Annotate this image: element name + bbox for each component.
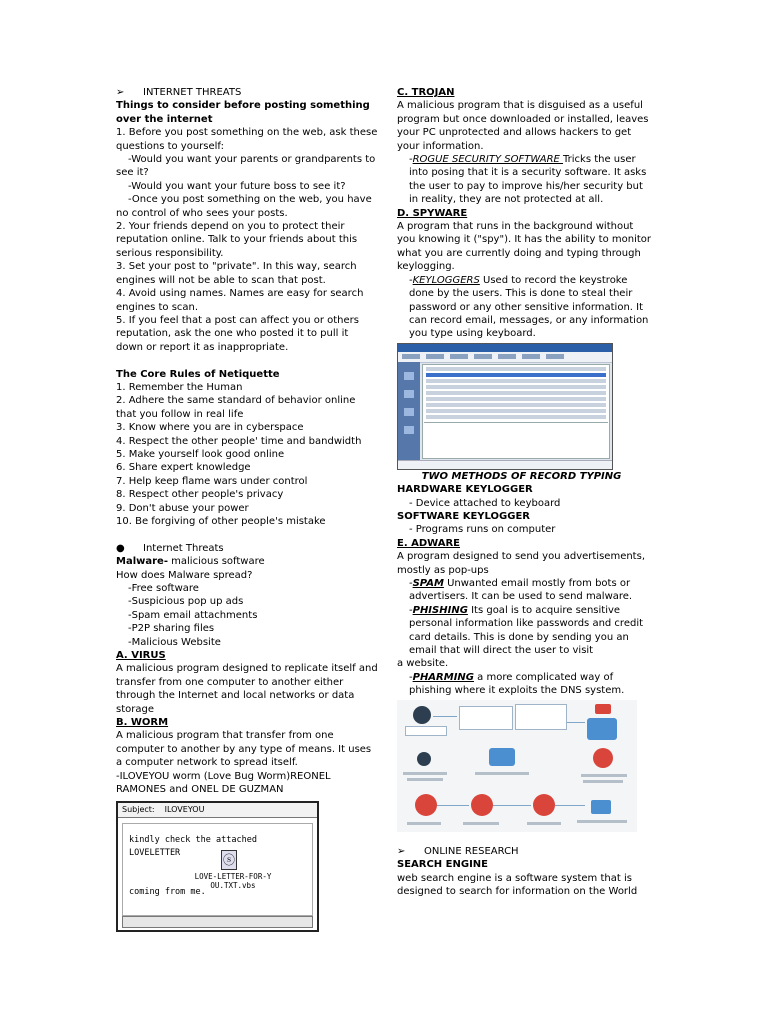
virus-heading: A. VIRUS xyxy=(116,650,166,662)
paragraph: web search engine is a software system that is designed to search for information on the World xyxy=(397,872,638,898)
section-heading: ➢ INTERNET THREATS xyxy=(116,87,242,98)
list-item: 9. Don't abuse your power xyxy=(116,502,249,514)
rules-heading: The Core Rules of Netiquette xyxy=(116,368,280,380)
image-caption: TWO METHODS OF RECORD TYPING xyxy=(421,470,622,482)
list-item: -Free software xyxy=(128,583,199,594)
script-file-icon: ⓢ xyxy=(221,850,237,870)
paragraph: -ROGUE SECURITY SOFTWARE Tricks the user into posing that it is a security software. It asks the user to pay to improve his/her security but in reality, they are not protected at all. xyxy=(409,154,647,206)
paragraph: 3. Set your post to "private". In this way, search engines will not be able to scan that post. xyxy=(116,261,357,286)
list-item: -Suspicious pop up ads xyxy=(128,596,244,608)
paragraph: A malicious program that transfer from one computer to another by any type of means. It uses a computer network to spread itself. xyxy=(116,730,372,769)
arrow-bullet-icon: ➢ xyxy=(116,87,125,98)
subheading: SOFTWARE KEYLOGGER xyxy=(397,510,530,522)
email-line: kindly check the attached LOVELETTER xyxy=(129,834,257,858)
paragraph: 1. Before you post something on the web, ask these questions to yourself: xyxy=(116,127,378,152)
paragraph: -PHARMING a more complicated way of phishing where it exploits the DNS system. xyxy=(409,671,625,697)
scrollbar xyxy=(122,916,313,928)
list-item: 10. Be forgiving of other people's mistake xyxy=(116,515,326,527)
left-column xyxy=(116,86,378,932)
email-body xyxy=(122,823,313,916)
attachment-name: LOVE-LETTER-FOR-Y OU.TXT.vbs xyxy=(194,871,272,890)
paragraph: - Programs runs on computer xyxy=(409,524,556,536)
paragraph: 2. Your friends depend on you to protect their reputation online. Talk to your friends about this serious responsibility. xyxy=(116,221,358,259)
list-item: 6. Share expert knowledge xyxy=(116,462,251,474)
list-item: -Spam email attachments xyxy=(128,609,258,621)
question: -Would you want your future boss to see it? xyxy=(128,180,346,192)
paragraph: - Device attached to keyboard xyxy=(409,497,561,509)
paragraph: 5. If you feel that a post can affect you or others reputation, ask the one who posted it to pull it down or report it as inappropriate. xyxy=(116,314,359,353)
list-item: 3. Know where you are in cyberspace xyxy=(116,422,304,434)
paragraph: 4. Avoid using names. Names are easy for search engines to scan. xyxy=(116,288,364,313)
paragraph: A malicious program designed to replicate itself and transfer from one computer to another either through the Internet and local networks or data storage xyxy=(116,663,378,715)
section-heading: ➢ ONLINE RESEARCH xyxy=(397,846,519,858)
question-cont: no control of who sees your posts. xyxy=(116,207,288,219)
trojan-heading: C. TROJAN xyxy=(397,87,455,98)
list-item: 2. Adhere the same standard of behavior online that you follow in real life xyxy=(116,395,356,420)
rules-list xyxy=(116,381,378,528)
paragraph: -ILOVEYOU worm (Love Bug Worm)REONEL RAMONES and ONEL DE GUZMAN xyxy=(116,770,331,796)
paragraph: -KEYLOGGERS Used to record the keystroke done by the users. This is done to steal their password or any other sensitive information. It can record email, messages, or any information you type using keyboard. xyxy=(409,274,649,340)
subheading: Things to consider before posting something over the internet xyxy=(116,100,370,125)
adware-heading: E. ADWARE xyxy=(397,537,461,549)
list-item: 7. Help keep flame wars under control xyxy=(116,475,308,487)
paragraph: A malicious program that is disguised as a useful program but once downloaded or installed, leaves your PC unprotected and allows hackers to get your information. xyxy=(397,100,649,152)
question-cont: see it? xyxy=(116,167,149,179)
email-subject-bar: Subject: ILOVEYOU xyxy=(118,803,317,818)
list-item: -Malicious Website xyxy=(128,636,221,648)
pharming-infographic xyxy=(397,700,637,832)
paragraph: a website. xyxy=(397,658,449,670)
paragraph: A program that runs in the background without you knowing it ("spy"). It has the ability to monitor what you are currently doing and typing through keylogging. xyxy=(397,221,651,273)
email-line: coming from me. xyxy=(129,886,206,897)
section-heading: ● Internet Threats xyxy=(116,542,224,554)
dot-bullet-icon: ● xyxy=(116,542,125,554)
worm-heading: B. WORM xyxy=(116,717,169,729)
subheading: SEARCH ENGINE xyxy=(397,859,488,871)
paragraph: -SPAM Unwanted email mostly from bots or advertisers. It can be used to send malware. xyxy=(409,577,633,603)
subheading: HARDWARE KEYLOGGER xyxy=(397,484,533,496)
paragraph: -PHISHING Its goal is to acquire sensitive personal information like passwords and credit card details. This is done by sending you an email that will direct the user to visit xyxy=(409,604,644,656)
spyware-heading: D. SPYWARE xyxy=(397,207,468,219)
list-item: 5. Make yourself look good online xyxy=(116,448,285,460)
list-item: 8. Respect other people's privacy xyxy=(116,489,284,501)
iloveyou-email-image xyxy=(116,801,319,932)
list-item: 1. Remember the Human xyxy=(116,381,243,393)
right-column xyxy=(397,86,652,899)
arrow-bullet-icon: ➢ xyxy=(397,846,406,858)
question: -Would you want your parents or grandparents to xyxy=(128,154,376,166)
question: -Once you post something on the web, you have xyxy=(128,194,372,206)
question: How does Malware spread? xyxy=(116,569,253,581)
paragraph: A program designed to send you advertisements, mostly as pop-ups xyxy=(397,551,645,576)
keylogger-screenshot xyxy=(397,343,613,470)
list-item: 4. Respect the other people' time and bandwidth xyxy=(116,435,362,447)
definition: Malware- malicious software xyxy=(116,556,265,568)
list-item: -P2P sharing files xyxy=(128,623,215,635)
